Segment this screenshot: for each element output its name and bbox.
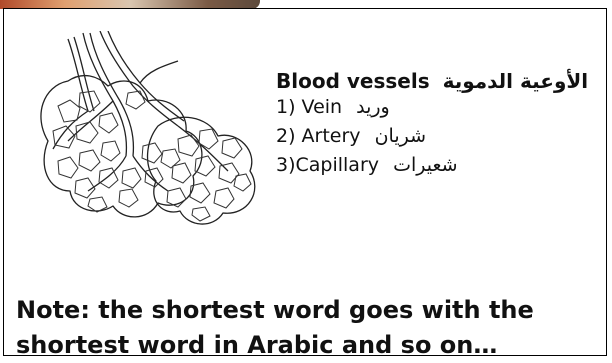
item-arabic: شريان [374,125,427,147]
note-text [16,293,606,363]
list-item-vein [276,93,611,122]
note-line-1: Note: the shortest word goes with the [16,296,534,324]
heading-english: Blood vessels [276,69,430,93]
item-arabic: وريد [356,96,390,118]
list-item-artery [276,122,611,151]
vessel-list [276,69,611,180]
slide-panel [3,8,607,359]
list-item-capillary [276,151,611,180]
heading-arabic: الأوعية الدموية [442,69,589,93]
note-line-2: shortest word in Arabic and so on… [16,331,498,359]
item-arabic: شعيرات [393,154,458,176]
vessel-heading [276,69,611,93]
item-english: 3)Capillary [276,154,380,176]
item-english: 2) Artery [276,125,361,147]
capillary-network-illustration [28,31,266,231]
item-english: 1) Vein [276,96,343,118]
